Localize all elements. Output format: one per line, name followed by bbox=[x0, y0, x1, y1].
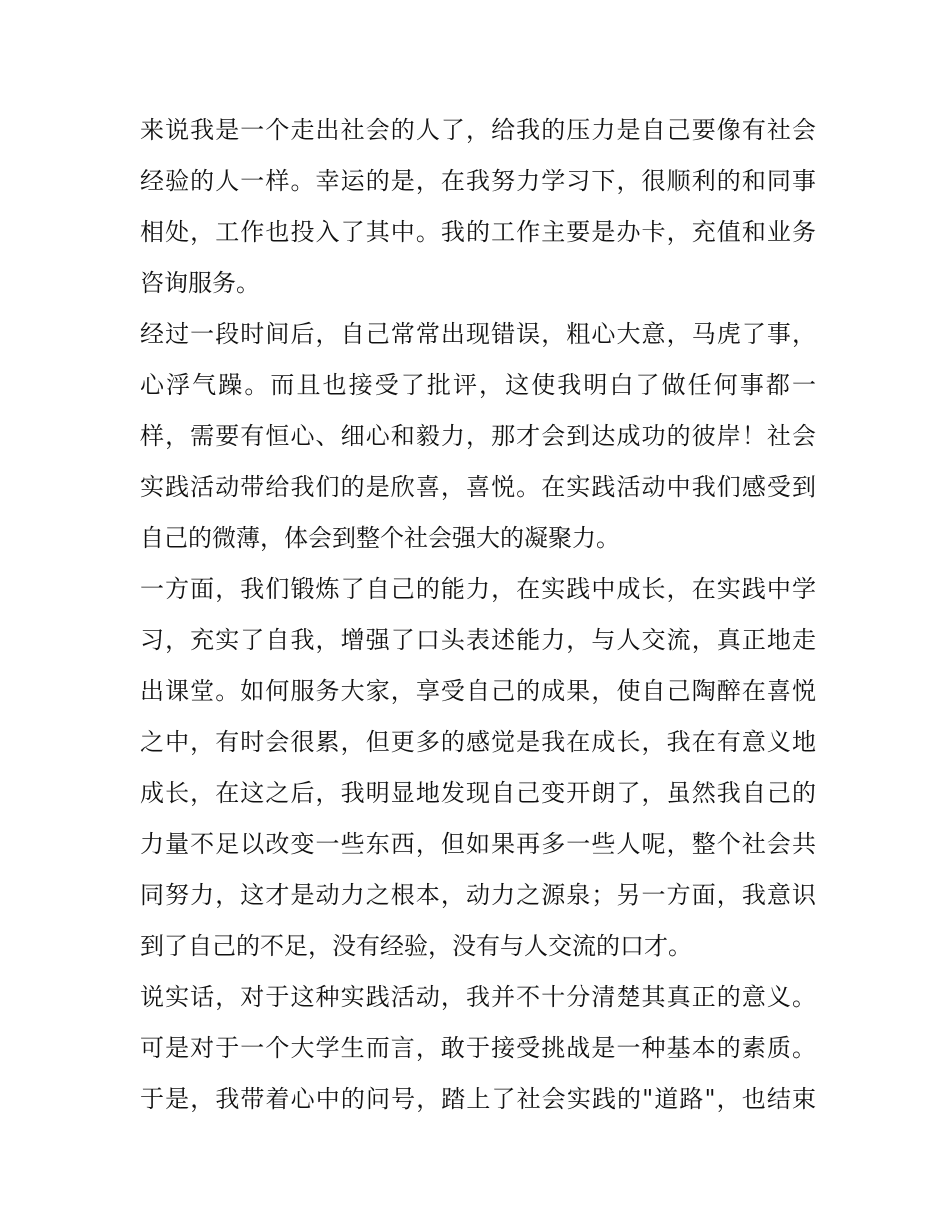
text-line: 习，充实了自我，增强了口头表述能力，与人交流，真正地走 bbox=[140, 626, 816, 654]
text-line: 出课堂。如何服务大家，享受自己的成果，使自己陶醉在喜悦 bbox=[140, 677, 816, 705]
text-line: 经过一段时间后，自己常常出现错误，粗心大意，马虎了事， bbox=[140, 320, 816, 348]
text-line: 样，需要有恒心、细心和毅力，那才会到达成功的彼岸！社会 bbox=[140, 422, 816, 450]
text-line: 于是，我带着心中的问号，踏上了社会实践的"道路"，也结束 bbox=[140, 1085, 816, 1113]
text-line: 来说我是一个走出社会的人了，给我的压力是自己要像有社会 bbox=[140, 116, 816, 144]
text-line: 说实话，对于这种实践活动，我并不十分清楚其真正的意义。 bbox=[140, 983, 816, 1011]
text-line: 之中，有时会很累，但更多的感觉是我在成长，我在有意义地 bbox=[140, 728, 816, 756]
text-line: 力量不足以改变一些东西，但如果再多一些人呢，整个社会共 bbox=[140, 830, 816, 858]
text-line: 心浮气躁。而且也接受了批评，这使我明白了做任何事都一 bbox=[140, 371, 816, 399]
text-line: 实践活动带给我们的是欣喜，喜悦。在实践活动中我们感受到 bbox=[140, 473, 816, 501]
text-line: 可是对于一个大学生而言，敢于接受挑战是一种基本的素质。 bbox=[140, 1034, 816, 1062]
text-line: 成长，在这之后，我明显地发现自己变开朗了，虽然我自己的 bbox=[140, 779, 816, 807]
text-line: 同努力，这才是动力之根本，动力之源泉；另一方面，我意识 bbox=[140, 881, 816, 909]
text-line: 一方面，我们锻炼了自己的能力，在实践中成长，在实践中学 bbox=[140, 575, 816, 603]
text-line: 到了自己的不足，没有经验，没有与人交流的口才。 bbox=[140, 932, 692, 960]
text-line: 咨询服务。 bbox=[140, 269, 260, 297]
text-line: 经验的人一样。幸运的是，在我努力学习下，很顺利的和同事 bbox=[140, 167, 816, 195]
text-line: 相处，工作也投入了其中。我的工作主要是办卡，充值和业务 bbox=[140, 218, 816, 246]
text-line: 自己的微薄，体会到整个社会强大的凝聚力。 bbox=[140, 524, 620, 552]
document-body bbox=[140, 108, 816, 1128]
